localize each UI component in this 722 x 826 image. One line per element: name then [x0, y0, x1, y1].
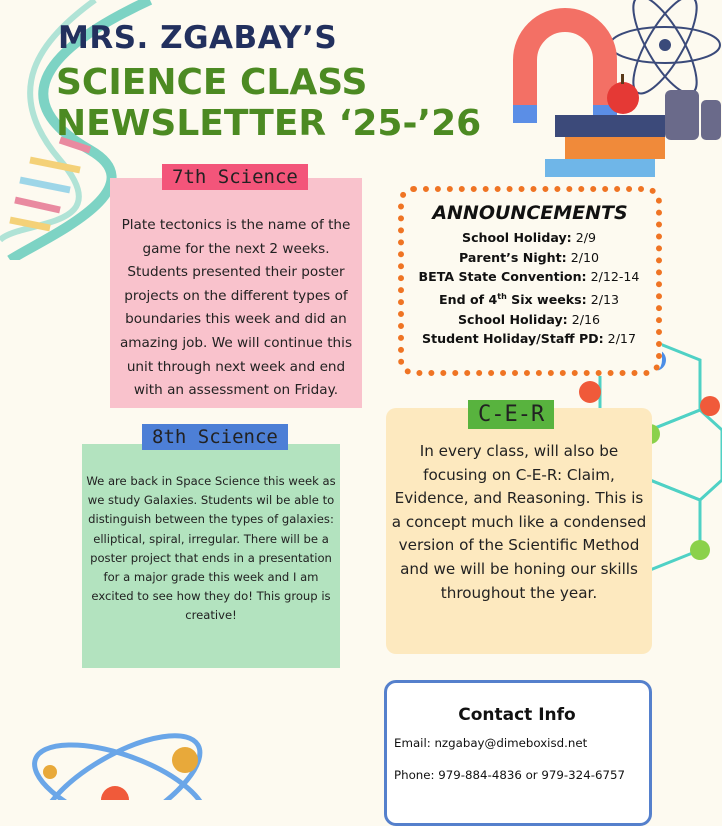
newsletter-title	[56, 62, 481, 144]
newsletter-title-line1: MRS. ZGABAY’S	[58, 20, 338, 56]
announcement-item: BETA State Convention: 2/12-14	[418, 269, 640, 285]
eighth-science-tag: 8th Science	[142, 424, 288, 450]
newsletter-title-line3: NEWSLETTER ‘25-’26	[56, 103, 482, 144]
announcement-item: School Holiday: 2/9	[462, 230, 596, 245]
seventh-science-text: Plate tectonics is the name of the game for the next 2 weeks. Students presented their poster projects on the different types of boundaries this week and did an amazing job. We will continue this unit through next week and end with an assessment on Friday.	[119, 217, 353, 399]
books-icon	[545, 115, 665, 177]
announcement-item: Student Holiday/Staff PD: 2/17	[422, 331, 636, 347]
weights-icon	[665, 90, 721, 140]
magnet-icon	[513, 20, 617, 123]
announcement-item: Parent’s Night: 2/10	[459, 249, 599, 265]
newsletter-title-line2: SCIENCE CLASS	[56, 62, 368, 103]
contact-card	[384, 680, 652, 826]
science-illustration	[505, 0, 722, 180]
announcements-list	[406, 228, 652, 349]
announcement-item: End of 4th Six weeks: 2/13	[439, 291, 619, 307]
cer-tag: C-E-R	[468, 400, 554, 429]
atom-icon	[0, 680, 240, 800]
contact-title: Contact Info	[458, 705, 576, 725]
cer-text: In every class, will also be focusing on C-E-R: Claim, Evidence, and Reasoning. This is a concept much like a condensed version of the Scientific Method and we will be honing our skills throughout the year.	[391, 442, 647, 602]
announcement-item: School Holiday: 2/16	[457, 311, 600, 327]
contact-phone: Phone: 979-884-4836 or 979-324-6757	[394, 768, 625, 782]
seventh-science-tag: 7th Science	[162, 164, 308, 190]
contact-email: Email: nzgabay@dimeboxisd.net	[394, 736, 588, 750]
announcements-title: ANNOUNCEMENTS	[432, 202, 628, 224]
eighth-science-text: We are back in Space Science this week as we study Galaxies. Students wil be able to distinguish between the types of galaxies: elliptical, spiral, irregular. There will be a poster project that ends in a presentation for a major grade this week and I am excited to see how they do! This group is creative!	[86, 474, 336, 623]
